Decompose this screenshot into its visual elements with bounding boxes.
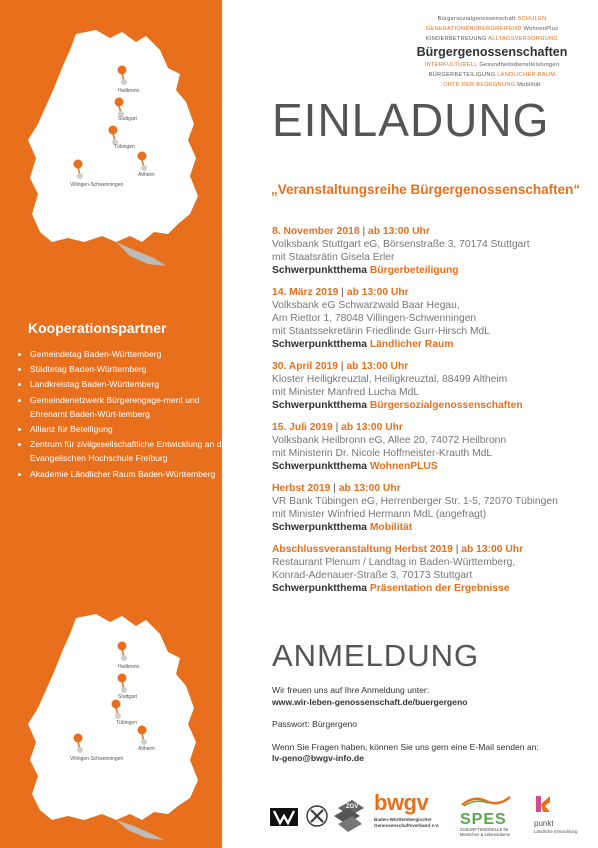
raiffeisen-logo-icon	[306, 805, 328, 827]
wordcloud-word: Mobilität	[517, 82, 541, 88]
list-item: • Gemeindenetzwerk Bürgerengage-ment und Ehrenamt Baden-Würt-temberg	[30, 393, 230, 421]
pin-label: Stuttgart	[118, 116, 137, 122]
event-time: ab 13:00 Uhr	[346, 361, 409, 372]
event-guest: mit Staatsrätin Gisela Erler	[272, 252, 395, 263]
list-item: • Gemeindetag Baden-Württemberg	[30, 347, 230, 361]
volksbank-logo-icon	[270, 808, 298, 826]
event-item: Herbst 2019 | ab 13:00 Uhr VR Bank Tübingen eG, Herrenberger Str. 1-5, 72070 Tübingen mit Minister Winfried Hermann MdL (angefragt) Schwerpunktthema Mobilität	[272, 482, 592, 534]
bwgv-subtitle: Baden-Württembergischer Genossenschaftsverband e.V.	[374, 817, 440, 828]
pin-label: Villingen-Schwenningen	[70, 182, 124, 188]
baden-wuerttemberg-map-top	[18, 28, 204, 270]
wordcloud-word: ALLTAGSVERSORGUNG	[488, 36, 559, 42]
event-guest: mit Minister Manfred Lucha MdL	[272, 387, 420, 398]
list-item: • Städtetag Baden-Württemberg	[30, 362, 230, 376]
spes-subtitle: ZUKUNFTSMODELLE für Menschen & Lebensräume	[460, 827, 511, 837]
pin-label: Heilbronn	[118, 664, 140, 670]
punkt-subtitle: Ländliche Entwicklung	[534, 829, 578, 834]
event-date: 30. April 2019	[272, 361, 339, 372]
zgv-logo-icon	[332, 796, 366, 836]
pin-label: Tübingen	[116, 720, 137, 726]
wordcloud-word: BÜRGERBETEILIGUNG	[428, 72, 496, 78]
pin-label: Altheim	[138, 172, 155, 178]
event-guest: mit Minister Winfried Hermann MdL (angefragt)	[272, 509, 487, 520]
pin-label: Altheim	[138, 746, 155, 752]
bwgv-wordmark: bwgv	[374, 790, 429, 815]
bwgv-logo	[374, 792, 464, 828]
registration-intro: Wir freuen uns auf Ihre Anmeldung unter:	[272, 685, 430, 695]
event-theme: Bürgerbeteiligung	[369, 265, 459, 276]
event-location: Restaurant Plenum / Landtag in Baden-Württemberg,	[272, 557, 516, 568]
list-item: • Akademie Ländlicher Raum Baden-Württemberg	[30, 467, 230, 481]
wordcloud-word: INTERKULTURELL	[424, 62, 478, 68]
wordcloud-logo	[404, 14, 580, 90]
event-location: Volksbank eG Schwarzwald Baar Hegau,	[272, 300, 460, 311]
event-time: ab 13:00 Uhr	[341, 422, 403, 433]
event-time: ab 13:00 Uhr	[338, 483, 401, 494]
zgv-label: ZGV	[346, 804, 359, 810]
pin-label: Heilbronn	[118, 88, 140, 94]
baden-wuerttemberg-map-bottom	[18, 612, 204, 844]
wordcloud-title: Bürgergenossenschaften	[416, 45, 568, 59]
page-title: EINLADUNG	[272, 94, 550, 146]
punkt-k-icon	[534, 794, 552, 814]
list-item: • Allianz für Beteiligung	[30, 422, 230, 436]
event-date: 14. März 2019	[272, 287, 339, 298]
event-location: VR Bank Tübingen eG, Herrenberger Str. 1-5, 72070 Tübingen	[272, 496, 558, 507]
registration-heading: ANMELDUNG	[272, 638, 480, 673]
punkt-logo	[534, 794, 586, 834]
spes-logo	[460, 794, 522, 837]
event-theme-label: Schwerpunktthema	[272, 583, 367, 594]
partner-logos	[270, 790, 588, 840]
event-date: 8. November 2018	[272, 226, 360, 237]
event-date: Herbst 2019	[272, 483, 331, 494]
wordcloud-word: LÄNDLICHER RAUM	[497, 72, 556, 78]
lake-constance	[116, 242, 166, 266]
event-theme-label: Schwerpunktthema	[272, 265, 367, 276]
pin-label: Stuttgart	[118, 694, 137, 700]
sidebar	[0, 0, 230, 848]
event-item: 30. April 2019 | ab 13:00 Uhr Kloster Heiligkreuztal, Heiligkreuztal, 88499 Altheim mit Minister Manfred Lucha MdL Schwerpunktthema Bürgersozialgenossenschaften	[272, 360, 592, 412]
cooperation-list	[14, 347, 230, 482]
event-theme: Präsentation der Ergebnisse	[369, 583, 510, 594]
event-guest: mit Ministerin Dr. Nicole Hoffmeister-Krauth MdL	[272, 448, 493, 459]
event-location: Am Riettor 1, 78048 Villingen-Schwenningen	[272, 313, 477, 324]
registration-question: Wenn Sie Fragen haben, können Sie uns gern eine E-Mail senden an:	[272, 741, 539, 752]
event-theme: Mobilität	[369, 522, 413, 533]
registration-password: Passwort: Bürgergeno	[272, 719, 358, 729]
event-series-subtitle: „Veranstaltungsreihe Bürgergenossenschaften“	[271, 182, 581, 197]
pin-label: Villingen-Schwenningen	[70, 756, 124, 762]
event-theme-label: Schwerpunktthema	[272, 461, 367, 472]
event-guest: mit Staatssekretärin Friedlinde Gurr-Hirsch MdL	[272, 326, 491, 337]
cooperation-title: Kooperationspartner	[28, 320, 167, 336]
pin-label: Tübingen	[114, 144, 135, 150]
event-date: 15. Juli 2019	[272, 422, 333, 433]
event-time: ab 13:00 Uhr	[368, 226, 430, 237]
wordcloud-word: SCHULEN	[517, 16, 547, 22]
registration-block	[272, 685, 592, 765]
wordcloud-word: KINDERBETREUUNG	[425, 36, 487, 42]
event-theme-label: Schwerpunktthema	[272, 339, 367, 350]
lake-constance	[116, 820, 164, 840]
event-item: 15. Juli 2019 | ab 13:00 Uhr Volksbank Heilbronn eG, Allee 20, 74072 Heilbronn mit Ministerin Dr. Nicole Hoffmeister-Krauth MdL Schwerpunktthema WohnenPLUS	[272, 421, 592, 473]
wordcloud-word: GENERATIONENÜBERGREIFEND	[425, 26, 522, 32]
event-item: 8. November 2018 | ab 13:00 Uhr Volksbank Stuttgart eG, Börsenstraße 3, 70174 Stuttgart mit Staatsrätin Gisela Erler Schwerpunktthema Bürgerbeteiligung	[272, 225, 592, 277]
registration-email[interactable]: lv-geno@bwgv-info.de	[272, 753, 364, 763]
event-item: Abschlussveranstaltung Herbst 2019 | ab 13:00 Uhr Restaurant Plenum / Landtag in Baden-Württemberg, Konrad-Adenauer-Straße 3, 70173 Stuttgart Schwerpunktthema Präsentation der Ergebnisse	[272, 543, 592, 595]
list-item: • Landkreistag Baden-Württemberg	[30, 377, 230, 391]
list-item: • Zentrum für zivilgesellschaftliche Entwicklung an der Evangelischen Hochschule Freiburg	[30, 437, 230, 465]
wordcloud-word: ORTE DER BEGEGNUNG	[443, 82, 516, 88]
wordcloud-word: WohnenPlus	[523, 26, 559, 32]
event-location: Volksbank Heilbronn eG, Allee 20, 74072 Heilbronn	[272, 435, 507, 446]
wordcloud-word: Bürgersozialgenossenschaft	[437, 16, 516, 22]
map-outline	[28, 614, 198, 820]
event-item: 14. März 2019 | ab 13:00 Uhr Volksbank eG Schwarzwald Baar Hegau, Am Riettor 1, 78048 Villingen-Schwenningen mit Staatssekretärin Friedlinde Gurr-Hirsch MdL Schwerpunktthema Ländlicher Raum	[272, 286, 592, 351]
registration-link[interactable]: www.wir-leben-genossenschaft.de/buergergeno	[272, 696, 468, 707]
event-theme-label: Schwerpunktthema	[272, 400, 367, 411]
event-theme-label: Schwerpunktthema	[272, 522, 367, 533]
event-theme: Ländlicher Raum	[369, 339, 454, 350]
event-theme: Bürgersozialgenossenschaften	[369, 400, 523, 411]
event-time: ab 13:00 Uhr	[346, 287, 409, 298]
event-location: Volksbank Stuttgart eG, Börsenstraße 3, 70174 Stuttgart	[272, 239, 530, 250]
spes-swoosh-icon	[460, 795, 512, 807]
event-list	[272, 225, 592, 604]
event-time: ab 13:00 Uhr	[461, 544, 524, 555]
event-date: Abschlussveranstaltung Herbst 2019	[272, 544, 453, 555]
event-location: Kloster Heiligkreuztal, Heiligkreuztal, 88499 Altheim	[272, 374, 508, 385]
event-location: Konrad-Adenauer-Straße 3, 70173 Stuttgart	[272, 570, 473, 581]
event-theme: WohnenPLUS	[369, 461, 438, 472]
punkt-wordmark: punkt	[534, 819, 554, 828]
spes-wordmark: SPES	[460, 811, 507, 828]
wordcloud-word: Gesundheitsdienstleistungen	[479, 62, 560, 68]
